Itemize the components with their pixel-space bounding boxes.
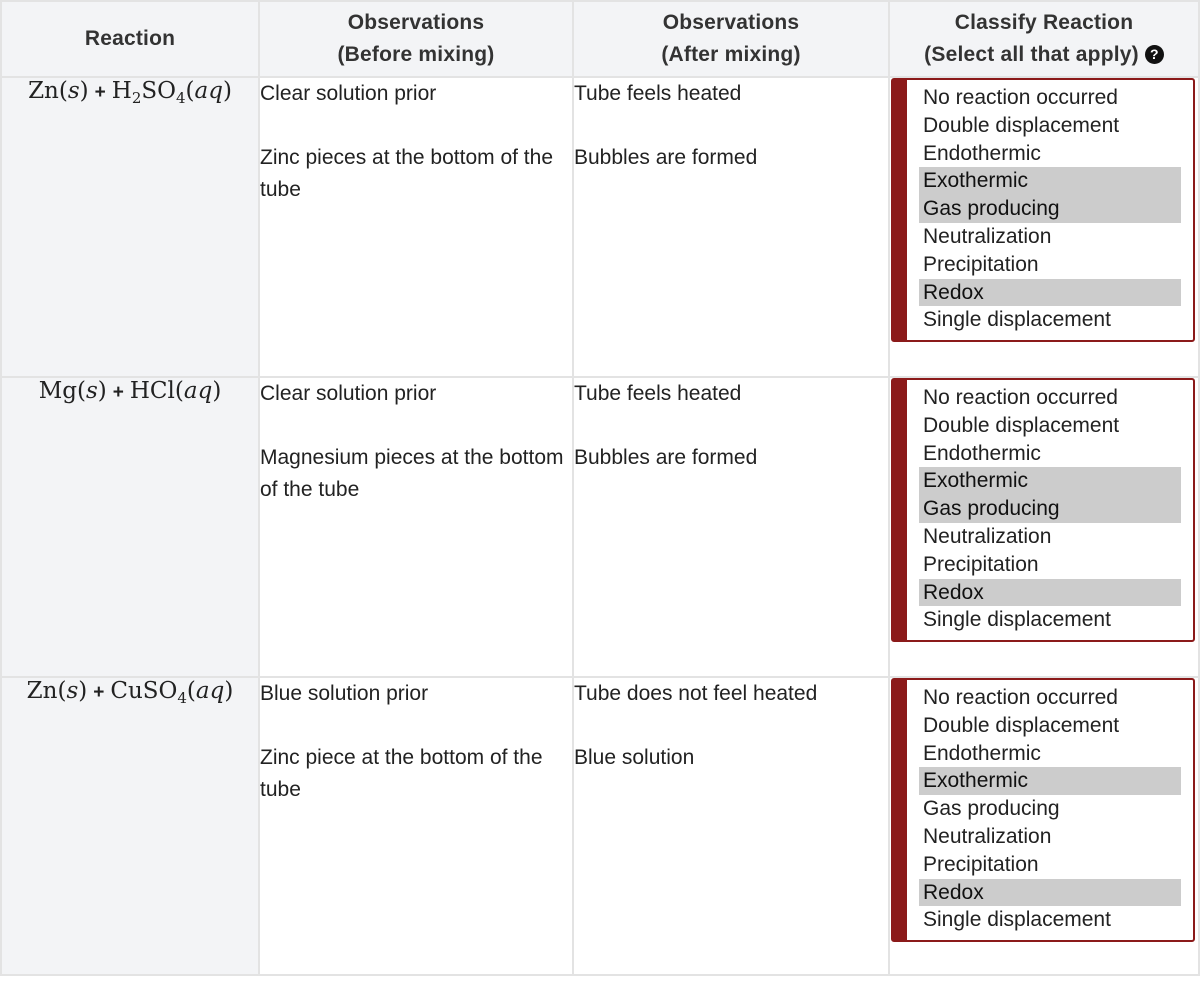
question-circle-icon[interactable]: ?: [1145, 45, 1164, 64]
observation-after: Blue solution: [574, 746, 695, 769]
option-exothermic[interactable]: Exothermic: [919, 467, 1181, 495]
reaction-reagent-state: aq: [195, 678, 225, 704]
observation-after: Bubbles are formed: [574, 146, 758, 169]
option-endothermic[interactable]: Endothermic: [923, 141, 1041, 165]
reaction-equation: Mg(s) + HCl(aq): [1, 377, 259, 677]
reaction-reagent-a: H: [111, 78, 132, 104]
header-row: [1, 1, 1199, 77]
observation-before: Zinc piece at the bottom of the tube: [260, 746, 543, 801]
reaction-reagent-sub1: 4: [177, 689, 187, 707]
option-no-reaction-occurred[interactable]: No reaction occurred: [923, 386, 1118, 409]
observation-before: Clear solution prior: [260, 382, 437, 405]
reaction-reagent-sub2: 4: [175, 89, 186, 107]
option-endothermic[interactable]: Endothermic: [923, 441, 1041, 465]
reaction-reagent-a: HCl: [129, 378, 175, 404]
reaction-plus: +: [94, 82, 106, 103]
reaction-metal: Mg: [38, 378, 77, 404]
option-single-displacement[interactable]: Single displacement: [923, 608, 1111, 632]
observations-after-cell: [573, 677, 889, 975]
reaction-metal-state: s: [66, 678, 79, 704]
option-gas-producing[interactable]: Gas producing: [919, 495, 1181, 523]
observations-before-cell: [259, 677, 573, 975]
header-observations-after: Observations (After mixing): [573, 1, 889, 77]
option-double-displacement[interactable]: Double displacement: [923, 113, 1120, 137]
observation-before: Blue solution prior: [260, 682, 429, 705]
reaction-metal-state: s: [67, 78, 80, 104]
observation-after: Bubbles are formed: [574, 446, 758, 469]
option-single-displacement[interactable]: Single displacement: [923, 308, 1111, 332]
option-double-displacement[interactable]: Double displacement: [923, 413, 1120, 437]
option-single-displacement[interactable]: Single displacement: [923, 908, 1111, 932]
option-redox[interactable]: Redox: [919, 279, 1181, 307]
option-redox[interactable]: Redox: [919, 879, 1181, 907]
header-classify-reaction: Classify Reaction (Select all that apply) ?: [889, 1, 1199, 77]
observation-after: Tube feels heated: [574, 382, 742, 405]
observations-before-cell: [259, 377, 573, 677]
observation-before: Zinc pieces at the bottom of the tube: [260, 146, 553, 201]
option-endothermic[interactable]: Endothermic: [923, 741, 1041, 765]
option-precipitation[interactable]: Precipitation: [923, 552, 1039, 576]
observation-after: Tube does not feel heated: [574, 682, 818, 705]
header-observations-before: Observations (Before mixing): [259, 1, 573, 77]
observations-after-cell: [573, 377, 889, 677]
observation-after: Tube feels heated: [574, 82, 742, 105]
reaction-metal: Zn: [28, 78, 59, 104]
reaction-reagent-state: aq: [183, 378, 213, 404]
option-neutralization[interactable]: Neutralization: [923, 824, 1052, 848]
observation-before: Magnesium pieces at the bottom of the tube: [260, 446, 564, 501]
table-row: [1, 77, 1199, 377]
classify-reaction-multiselect[interactable]: [891, 378, 1195, 642]
reaction-reagent-state: aq: [194, 78, 223, 104]
reaction-metal: Zn: [26, 678, 58, 704]
option-gas-producing[interactable]: Gas producing: [923, 797, 1060, 821]
observation-before: Clear solution prior: [260, 82, 437, 105]
reaction-reagent-sub1: 2: [131, 89, 142, 107]
observations-after-cell: [573, 77, 889, 377]
header-reaction: Reaction: [1, 1, 259, 77]
reaction-metal-state: s: [85, 378, 98, 404]
option-precipitation[interactable]: Precipitation: [923, 252, 1039, 276]
classify-cell: [889, 377, 1199, 677]
reaction-equation: Zn(s) + CuSO$_4$(aq): [1, 677, 259, 975]
option-double-displacement[interactable]: Double displacement: [923, 713, 1120, 737]
option-exothermic[interactable]: Exothermic: [919, 167, 1181, 195]
observations-before-cell: [259, 77, 573, 377]
reaction-plus: +: [93, 682, 105, 703]
classify-reaction-multiselect[interactable]: [891, 678, 1195, 942]
option-redox[interactable]: Redox: [919, 579, 1181, 607]
table-row: [1, 377, 1199, 677]
option-neutralization[interactable]: Neutralization: [923, 224, 1052, 248]
reaction-equation: $Zn(s) + H_2SO_4(aq)$: [1, 77, 259, 377]
reaction-plus: +: [112, 382, 124, 403]
option-no-reaction-occurred[interactable]: No reaction occurred: [923, 686, 1118, 709]
table-row: [1, 677, 1199, 975]
option-exothermic[interactable]: Exothermic: [919, 767, 1181, 795]
reaction-reagent-b: SO: [141, 78, 176, 104]
option-neutralization[interactable]: Neutralization: [923, 524, 1052, 548]
reaction-reagent-a: CuSO: [110, 678, 178, 704]
classify-reaction-multiselect[interactable]: [891, 78, 1195, 342]
option-gas-producing[interactable]: Gas producing: [919, 195, 1181, 223]
option-precipitation[interactable]: Precipitation: [923, 852, 1039, 876]
option-no-reaction-occurred[interactable]: No reaction occurred: [923, 86, 1118, 109]
classify-cell: [889, 77, 1199, 377]
classify-cell: [889, 677, 1199, 975]
